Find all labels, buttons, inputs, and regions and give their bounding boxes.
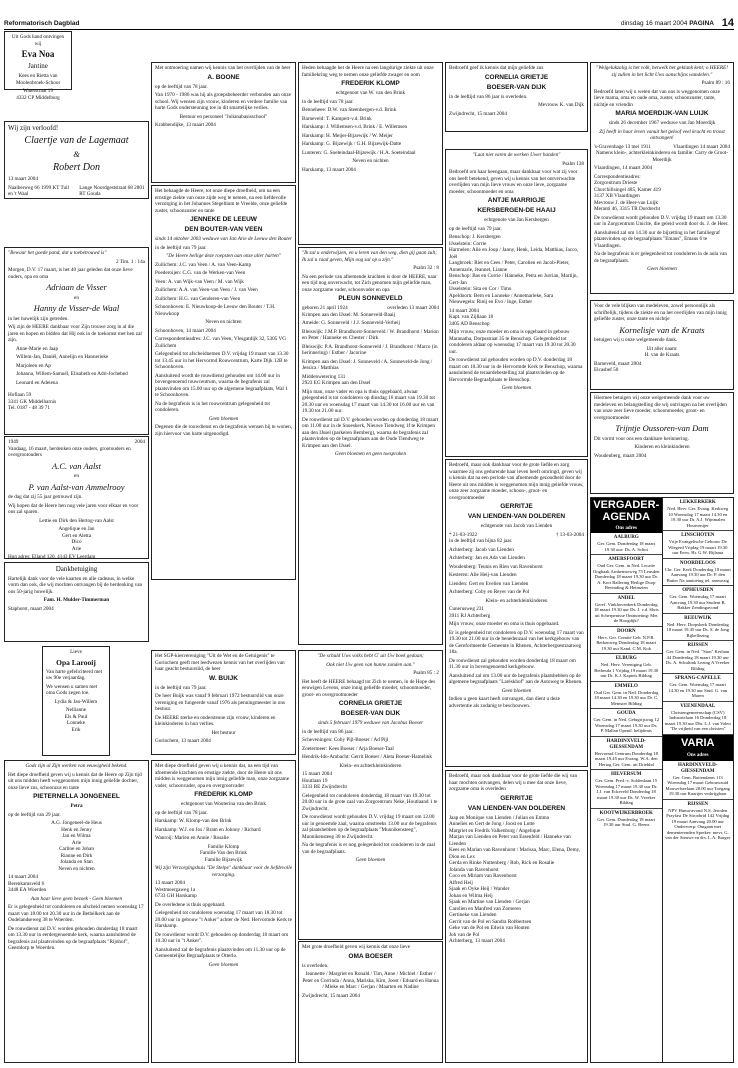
agenda-item: SPRANG-CAPELLE Ger. Gem. Woensdag 17 maart 14.30 en 19.30 uur Stud. G. van Maren (663, 674, 734, 702)
agenda-item: REEUWIJK Ned. Herv. Dorpskerk Donderdag 18 maart 19.45 uur Ds. S. de Jong Bijbellezing (663, 614, 734, 642)
agenda-item: ANDEL Geref. Vinkhovenkerk Donderdag 18 maart 19.30 uur Ds. J. v.d. Sluis uit Scherpenisse Ontmoeting: Met de Hoogdijk? (591, 594, 662, 627)
agenda-item: GOUDA Ger. Gem. in Ned. Gebrgrijswag 12 Woensdag 17 maart 19.30 uur Ds. P. Mallan Opentl. belijdenis (591, 709, 662, 737)
obituary-van-lienden-grandchildren: Bedroefd, maar ook dankbaar voor de grote liefde die wij van haar mochten ontvangen, delen wij u mee dat onze lieve, zorgzame oma is overleden GERRITJE VAN LIENDEN-VAN DOLDEREN Jaap en Monique van Lienden / Julian en Emma Annelies en Gert de Jong / Joost en Lotte Margriet en Fredrik Valkenburg / Angelique Marjan van Lienden en Peter van Essenfeld / Hanneke van Lienden Kees en Marian van Ravenhorst / Marissa, Marc, Elena, Demy, Dion en Lex Gerda en Rinke Nuttenberg / Rob, Rick en Rosalie Jolanda van Ravenhorst Coco en Miriam van Ravenhorst Alfred Heij Sjaak en Oyke Heij / Wander Johan en Wilma Heij Sjaak en Martine van Lienden / Gerjan Carolien en Manfred van Zomeren Gertineke van Lienden Gerrit van de Pol en Sandra Robbertsen Geke van de Pol en Edwin van Houten Joh van de Pol Achterberg, 13 maart 2004 (445, 770, 588, 1063)
agenda-item: RIJSSEN Ger. Gem. in Ned. "Sion" Kerlaan 44 Donderdag 18 maart 19.30 uur Ds. A. Schultink Lezing A Vreeker Bildtag (663, 641, 734, 674)
agenda-item: DOORN Herv. Ger. Comité Geb. N.P.B. Berkenweg Donderdag 18 maart 19.30 uur Kand. C.M. Kok (591, 627, 662, 655)
obituary-frederik-klomp-relatives: Heden behaagde het de Heere na een langdurige ziekte uit onze familiekring weg te nemen onze geliefde zwager en oom FREDERIK KLOMP echtgenoot van W. van den Brink in de leeftijd van 78 jaar. Benneheee: D.W. van Steenbergen-v.d. Brink Barneveld: T. Kampert-v.d. Brink Harskamp: J. Willemsen-v.d. Brink / E. Willemsen Harskamp: H. Meijer-Bijzewijk / W. Meijer Harskamp: G. Bijzewijk / G.H. Bijzewijk-Datte Lunteren: G. Soeteindaal-Bijzewijk / H.A. Soeteindaal Neven en nichten Harskamp, 13 maart 2004 (298, 62, 443, 245)
engagement-announcement: Wij zijn verloofd! Claertje van de Lagemaat & Robert Don 13 maart 2004 Naaiberweg 66 1999 KT Tull en 't Waal Lange Noordgeststraat 68 2801 RT Gouda (4, 121, 149, 199)
page-number: 14 (721, 17, 734, 29)
birth-announcement: Uit Gods hand ontvingen wij Eva Noa Jantine Kees en Rietta van Moolenbroek-Schoor Waterstraat 19 4332 CP Middelburg (4, 31, 72, 90)
anniversary-van-aalst: 1949 2004 Vandaag, 16 maart, herdenken onze ouders, grootouders en overgrootouders A.C. van Aalst en P. van Aalst-van Ammelrooy de dag dat zij 55 jaar getrouwd zijn. Wij hopen dat de Heere hen nog vele jaren voor elkaar en voor ons zal sparen. Lettie en Dirk den Hertog-van Aalst Angelique en Jan Gert en Aletta Dico Arie Hun adres: Elland 120, 4143 EV Leerdam (4, 436, 149, 559)
agenda-item: ELBURG Ned. Herv. Vereniging Geb. Bethesda 1 Vrijdag 19 maart 19.30 uur Dr. K.J. Kapteïs Bildtag (591, 654, 662, 682)
obituary-pleun-sonneveld: "Ik zal u onderwijzen, en u leren van den weg, dien gij gaan zult; Ik zal u raad geven, Mijn oog zal op u zijn." Psalm 32 : 8 Na een periode van afnemende krachten is door de HEERE, naar een tijd nog onverwacht, tot Zich genomen mijn geliefde man, onze zorgzame vader, schoonvader en opa PLEUN SONNEVELD geboren 21 april 1924 overleden 13 maart 2004 Krimpen aan den IJssel: M. Sonneveld-Baaij Ameide: G. Sonneveld / J.J. Sonneveld-Verheij Bleiswijk: J.M.P. Brandhorst-Sonneveld / W. Brandhorst / Marion en Peter / Hanneke en Chester / Dirk Bleiswijk: P.A. Brandhorst-Sonneveld / J. Brandhorst / Marco (in herinnering) / Esther / Jacorine Krimpen aan den IJssel: J. Sonneveld / A. Sonneveld-de Jong / Jessica / Matthias Middenwetering 131 2923 EG Krimpen aan den IJssel Mijn man, onze vader en opa is thuis opgebaard, alwaar gelegenheid is tot condoleren op dinsdag 16 maart van 19.30 tot 20.30 uur en woensdag 17 maart van 14.30 tot 16.00 uur en van 19.30 tot 21.00 uur. De rouwdienst zal D.V. gehouden worden op donderdag 18 maart om 11.00 uur in de Snoeskerk, Nieuwe Tiendweg 1f te Krimpen aan den IJssel (parkeren Bemberg), waarna de begrafenis zal plaatsvinden op de begraafplaats aan de Oude Tiendweg te Krimpen aan den IJssel. Geen bloemen en geen toespraken (298, 247, 443, 645)
issue-date: dinsdag 16 maart 2004 PAGINA (620, 20, 714, 27)
thank-you-van-de-kraats: Voor de vele blijken van medeleven, zowel persoonlijk als schriftelijk, tijdens de ziekte en na het overlijden van mijn innig geliefde zuster, onze tante en nichtje Kornelisje van de Kraats betuigen wij u onze welgemeende dank. Uit aller naam: H. van de Kraats Barneveld, maart 2004 Elcasbef 50 (590, 300, 734, 390)
birthday-opa-larooij: Lieve Opa Larooij Van harte gefeliciteerd met uw 90e verjaardag. We wensen u samen met oma Gods zegen toe. Lydia & Jan-Willem Nellianne Els & Paul Lonneke Erik (42, 646, 110, 756)
agenda-item: HARDINXVELD-GIESSENDAM Hervormd Centrum Donderdag 18 maart 19.45 uur Ewang. W.A. den Hertog Ger. Gem. uit Driebhd (591, 737, 662, 771)
agenda-item: EMMELO Oud Ger. Gem. in Ned. Donderdag 18 maart 14.30 en 19.30 uur Dr. C. Meinster Bildtag (591, 682, 662, 710)
agenda-subtitle: Ons adres (591, 525, 662, 533)
anniversary-de-visser: "Bewaar het goede pand, dat u toebetrouwd is" 2 Tim. 1 : 14a Morgen, D.V. 17 maart, is het 40 jaar geleden dat onze lieve ouders, opa en oma Adriaan de Visser en Hanny de Visser-de Waal in het huwelijk zijn getreden. Wij zijn de HEERE dankbaar voor Zijn trouwe zorg in al die jaren en hopen en bidden dat Hij ook in de toekomst met hen zal zijn. Anne-Marie en Jaap Willem-Jan, Daniël, Annelijn en Hannerieke Marjoleen en Ap Johanna, Willem-Samuël, Elisabeth en Adri-Jochebed Leonard en Adeiena Hoflaan 59 3341 GK Middelharnis Tel. 0187 - 48 39 71 (4, 247, 149, 435)
meeting-agenda (590, 497, 734, 1063)
masthead (4, 17, 734, 30)
agenda-item: HILVERSUM Ger. Gem. Pred.-v. Soldenlaan 15 Woensdag 17 maart 19.30 uur Dr. J.J. van Eckeveld Donderdag 18 maart 19.30 uur Ds. W. Vreeker Bildtag (591, 770, 662, 809)
obituary-frederik-klomp-family: Met diepe droefheid geven wij u kennis dat, na een tijd van afnemende krachten en ernstige ziekte, door de Heere uit ons midden is weggenomen mijn innig geliefde man, onze zorgzame vader, schoonvader, opa en overgrootvader FREDERIK KLOMP echtgenoot van Wouterina van den Brink op de leeftijd van 78 jaar. Harskamp: W. Klomp-van den Brink Harskamp: W.J. en Jos / Bram en Johnny / Richard Wanroij: Marien en Annie / Rosalie Familie Klomp Familie Van den Brink Familie Bijzewijk Wij zijn Verzorgingshuis "De Stelpe" dankbaar voor de liefdevolle verzorging. 13 maart 2004 Westmeergaweg 1a 6733 GH Harskamp De overledene is thuis opgebaard. Gelegenheid tot condoleren woensdag 17 maart van 18.30 tot 20.00 uur in gebouw "t Anker" achter de Ned. Hervormde Kerk te Harskamp. De rouwdienst wordt D.V. gehouden op donderdag 18 maart om 10.30 uur in "t Anker". Aansluitend zal de begrafenis plaatsvinden om 11.30 uur op de Gemeentelijke Begraafplaats te Otterlo. Geen bloemen (151, 760, 296, 1063)
agenda-item: VEENENDAAL Christengemeenschap (CSV) Industrielaan 16 Donderdag 18 maart 19.30 uur Dhr. L.J. van Valen "De vrijheid van een christen" (663, 702, 734, 735)
agenda-item: KOOTWIJKERBROEK Ger. Gem. Donderdag 18 maart 19.30 uur Stud. G. Beens (597, 810, 656, 828)
obituary-kersbergen-de-haaij: "Laat niet varen de werken Uwer handen" Psalm 138 Bedroefd om haar heengaan, maar dankbaar voor wat zij voor ons heeft betekend, geven wij u kennis van het ontverwachte overlijden van mijn lieve vrouw en onze lieve, zorgzame moeder, schoonmoeder en oma ANTJE MARRIGJE KERSBERGEN-DE HAAIJ echtgenote van Jan Kersbergen op de leeftijd van 79 jaar. Benschop: J. Kersbergen IJsselstein: Corrie Harmelen: Alie en Joop / Janny, Henk, Leida, Matthias, Jacco, Joël Langbroek: Riet en Cees / Peter, Carolien en Jacob-Pieter, Annemarie, Jeannet, Lianne Benschop: Bas en Corrie / Hanneke, Petra en Jurrian, Martijn, Gert-Jan IJsselstein: Sita en Cor / Timo Apeldoorn: Bern en Lonneke / Annemarieke, Sara Nieuwegein: Rinij en Evo / Inge, Esther 14 maart 2004 Kapt. van Zijllaan 18 3405 AD Benschop Mijn vrouw, onze moeder en oma is opgebaard in gebouw Maranatha, Dorpsstraat 35 te Benschop. Gelegenheid tot condoleren aldaar op woensdag 17 maart van 19.30 tot 20.30 uur. De rouwdienst zal gehouden worden op D.V. donderdag 18 maart om 10.30 uur in de Hervormde Kerk te Benschop, waarna aansluitend de teraardebestelling zal plaatsvinden op de Hervormde Begraafplaats te Benschop. Geen bloemen (445, 149, 588, 457)
agenda-item: OPHEUSDEN Ger. Gem. Woensdag 17 maart Aanvang 19.30 uur Student B. Bakker Zendingavond (663, 586, 734, 614)
thank-you-oussoren: Hiermee betuigen wij onze welgemeende dank voor uw medeleven en belangstelling die wij ontvingen na het overlijden van onze zeer lieve moeder, schoonmoeder, groot- en overgrootmoeder Trijntje Oussoren-van Dam Dit vormt voor ons een dankbare herinnering. Kinderen en kleinkinderen Woudenberg, maart 2004 (590, 392, 734, 494)
agenda-item: LINSCHOTEN Vrije Evangelische Gebouw De Wiegerd Vrijdag 19 maart 19.30 uur Eerw. Hr. G.W. Bijlsma (663, 531, 734, 559)
obituary-oma-boeser: Met grote droefheid geven wij kennis dat onze lieve OMA BOESER is overleden. Jeannette / Margriet en Ronald / Tim, Anne / Michiel / Esther / Peter en Corrinda / Anna, Mariska, Kim, Joost / Eduard en Hanna / Mieke en Marc / Gerjan / Maarten en Nadine Zwijndrecht, 15 maart 2004 (298, 941, 443, 1063)
agenda-item: LEKKERKERK Ned. Herv. Ger. Evang. Kerkweg 10 Woensdag 17 maart 14.30 en 19.30 uur Dr. A.J. Wijnmalen Houtvenijer (663, 498, 734, 531)
obituary-de-leeuw-den-bouter: Het behaagde de Heere, tot onze diepe droefheid, om na een ernstige ziekte van onze zijde weg te nemen, na een liefdevolle verzorging in het Johannes Stegeltium te Vreelde, onze geliefde zuster, schoonzuster en tante JENNEKE DE LEEUW DEN BOUTER-VAN VEEN sinds 14 oktober 2003 weduwe van Jan Arie de Leeuw den Bouter in de leeftijd van 79 jaar. "De Heere heilige deze roepsten aan onze aller harten" Zuilichem: J.C. van Veen / A. van Veen-Kamp Poederoijen: C.G. van de Werken-van Veen Veen: A. van Wijk-van Veen / M. van Wijk Zuilichem: A.A. van Veen-van Veen / J. van Veen Zuilichem: H.G. van Genderen-van Veen Schoonhoven: E. Nieuwkoop-de Leeuw den Bouter / T.H. Nieuwkoop Neven en nichten Schoonhoven, 14 maart 2004 Correspondentieadres: J.C. van Veen, Vlesgatdijk 32, 5305 VG Zuilichem Gelegenheid tot afscheidnemen D.V. vrijdag 19 maart van 13.30 tot 13.45 uur in het Hervormd Rouwcentrum, Karte Dijk 12B te Schoonhoven. Aansluitend wordt de rouwdienst gehouden om 14.00 uur in bovengenoemd rouwcentrum, waarna de begrafenis zal plaatsvinden om 15.00 uur op de algemene begraafplaats, Wal 1 te Schoonhoven. Na de begrafenis is in het rouwcentrum gelegenheid tot condoleren. Geen bloemen Degenen die de rouwdienst en de begrafenis wensen bij te wonen, zijn hiervoor van harte uitgenodigd. (151, 185, 296, 580)
obituary-jongeneel: Gods zijn al Zijn werken van eeuwigheid bekend. Het diepe droefheid geven wij u kennis dat de Heere op Zijn tijd uit ons midden heeft weggenomen mijn innig geliefde dochter, onze lieve zus, schoonzus en tante PIETERNELLA JONGENEEL Petra op de leeftijd van 29 jaar. A.G. Jongeneel-de Heus Henk en Jenny Jan en Wilma Arie Carline en Johan Rianne en Dirk Jolanda en Stan Neven en nichten 14 maart 2004 Berenkamsveld 6 3448 EA Woerden Aan haar lieve geen bezoek - Geen bloemen Er is gelegenheid tot condoleren en afscheid nemen woensdag 17 maart van 18.00 tot 20.30 uur in de Bethélkerk aan de Oudelandseweg 38 te Woerden. De rouwdienst zal D.V. worden gehouden donderdag 18 maart om 13.30 uur in eerdergenoemde kerk, waarna aansluitend de begrafenis zal plaatsvinden op de begraafplaats "Rijnhof", Geestdorp te Woerden. (4, 760, 149, 1063)
obituary-boeser-sister: Bedroefd geef ik kennis dat mijn geliefde zus CORNELIA GRIETJE BOESER-VAN DIJK in de leeftijd van 86 jaar is overleden. Mevrouw K. van Dijk Zwijndrecht, 15 maart 2004 (445, 62, 588, 132)
agenda-item: AALBURG Ger. Gem. Donderdag 18 maart 19.30 uur: Ds. A. Schot (591, 533, 662, 555)
varia-subtitle: Ons adres (663, 752, 734, 760)
thank-you-mulder: Dankbetuiging Hartelijk dank voor de vele kaarten en alle cadeaus, in welke vorm dan ook, die wij mochten ontvangen bij de herdenking van ons 50-jarig huwelijk. Fam. H. Mulder-Timmerman Staphorst, maart 2004 (4, 562, 149, 642)
obituary-boeser-van-dijk: "De schuld Uws volks hebt G' uit Uw boek gedaan; Ook niet Uw geen van hunne zonden aan." Psalm 85 : 2 Het heeft de HEERE behaagd tot Zich te nemen, in de Hope des eeuwigen Levens, onze innig geliefde moeder, schoonmoeder, groot- en overgrootmoeder CORNELIA GRIETJE BOESER-VAN DIJK sinds 5 februari 1979 weduwe van Jacobus Boeser in de leeftijd van 86 jaar. Scheveningen: Coby Pijl-Boeser / Ad Pijl Zoetermeer: Kees Boeser / Arja Boeser-Taal Hendrik-Ido-Ambacht: Gerrit Boeser / Aleta Boeser-Hamelink Klein- en achterkleinkinderen 15 maart 2004 Houtlaan 19 3333 BE Zwijndrecht Gelegenheid tot condoleren donderdag 18 maart van 19.30 tot 20.00 uur in de grote zaal van Zorgcentrum Neke, Houtlaand 1 te Zwijndrecht. De rouwdienst wordt gehouden D.V. vrijdag 19 maart om 12.00 uur in genoemde zaal, waarna omstreeks 13.00 uur de begrafenis zal plaatshebben op de begraafplaats "Munnikensteeg", Munnikensteeg 30 te Zwijndrecht. Na de begrafenis is er nog gelegenheid tot condoleren in de zaal van de begraafplaats. Geen bloemen (298, 650, 443, 940)
sgp-announcement-buijk: Het SGP-kiesvereniging "Uit de Wet en de Getuigenis" te Gorinchem geeft met leedwezen kennis van het overlijden van haar geacht bestuurslid, de heer W. BUIJK in de leeftijd van 79 jaar. De heer Buijk was vanaf 9 februari 1972 bestuurslid van onze vereniging en fungeerde vanaf 1976 als penningmeester in ons bestuur. De HEERE sterke en ondersteune zijn vrouw, kinderen en kleinkinderen in hun verlies. Het bestuur Gorinchem, 13 maart 2004 (151, 650, 296, 755)
obituary-boone-school: Met ontmoering namen wij kennis van het overlijden van de heer A. BOONE op de leeftijd van 78 jaar. Van 1970 - 1986 was hij als groepsbeheerder verbonden aan onze school. Wij wensen zijn vrouw, kinderen en verdere familie van harte Gods ondersteuning toe in dit smartelijke verlies. Bestuur en personeel "Julianabasisschool" Krabbendijke, 13 maart 2004 (151, 62, 296, 183)
newspaper-name: Reformatorisch Dagblad (4, 20, 80, 27)
varia-item: RIJSSEN NPV Huma-avond N.S. Jeroden Prayfast De Stroobrid 142 Vrijdag 19 maart Aanvang 20.00 uur Onderwerp: Omgaan met dementerenden Spreker: mevr. G. van der Steuwe en drs. L.A. Burger (665, 801, 731, 840)
obituary-moerdijk-van-luijk: "Welgelukzalig is het volk, hetwelk het geklank kent; o HEERE! zij zullen in het licht Uws aanschijns wandelen." Psalm 89 : 16 Bedroefd laten wij u weten dat van ons is weggenomen onze lieve mama, oma en oude oma, zuster, schoonzuster, tante, nichtje en vriendin MARIA MOERDIJK-VAN LUIJK sinds 26 december 1967 weduwe van Jan Moerdijk Zij heeft in haar leven vanuit het geloof veel kracht en troost ontvangen! 's-Gravenhage 13 mei 1911 Vlaardingen 14 maart 2004 Namens klein-, achterkleinkinderen en familie: Carry de Groot-Moerdijk Vlaardingen, 14 maart 2004 Correspondentieadres: Zorgcentrum Drieste Churchillsingel 485, Kamer 419 3137 XB Vlaardingen Mevrouw J. de Heer-van Luijk Meranti 46, 3315 TR Dordrecht De rouwdienst wordt gehouden D.V. vrijdag 19 maart om 13.30 uur in Zorgcentrum Unicite, die geleid wordt door ds. J. de Heer. Aansluitend zal om 14.30 uur de bijzetting in het familiegraf plaatsvinden op de begraafplaats "Emaus", Emaus 6 te Vlaardingen. Na de begrafenis is er gelegenheid tot condoleren in de aula van de begraafplaats. Geen bloemen (590, 62, 734, 294)
agenda-item: NOORDELOOS Chr. Ger. Kerk Donderdag 18 maart Aanvang 19.30 uur Dr. P. den Butter Na aantoeing tel. aanwezig (663, 559, 734, 587)
varia-title: VARIA (663, 735, 734, 753)
agenda-title: VERGADER-AGENDA (591, 498, 662, 525)
agenda-item: AMERSFOORT Oud Ger. Gem. in Ned. Locatie Oogbaak Arnhemseweg 75 Leusden Donderdag 18 maart 19.30 uur Dr. A. Kort Ballering Heilige Doop Bevinding & Heimzien (591, 555, 662, 594)
obituary-van-lienden-family: Bedroefd, maar ook dankbaar voor de grote liefde en zorg waarmee zij ons gedurende haar leven heeft omringd, geven wij u kennis dat na een periode van afnemende gezondheid door de Heere uit ons midden is weggenomen mijn innig geliefde vrouw, onze zeer zorgzame moeder, schoon-, groot- en overgrootmoeder GERRITJE VAN LIENDEN-VAN DOLDEREN echtgenote van Jacob van Lienden * 21-03-1922 † 13-03-2004 in de leeftijd van bijna 82 jaar. Achterberg: Jacob van Lienden Achterberg: Jan en Ada van Lienden Woudenberg: Teunis en Rien van Ravenhorst Kesteren: Alie Heij-van Lienden Lienden: Gert en Evelien van Lienden Achterberg: Coby en Reyer van de Pol Klein- en achterkleinkinderen Cunerusweg 231 3911 RJ Achterberg Mijn vrouw, onze moeder en oma is thuis opgebaard. Er is gelegenheid tot condoleren op D.V. woensdag 17 maart van 19.30 tot 21.00 uur in de benedenzaal van het kerkgebouw van de Gereformeerde Gemeente in Rhenen, Achterbergsestraatweg 18a. De rouwdienst zal gehouden worden donderdag 18 maart om 11.30 uur in bovengenoemd kerkgebouw. Aansluitend zal om 13.00 uur de begrafenis plaatshebben op de algemene begraafplaats "Laréskhof" aan de Autoweg te Rhenen. Geen bloemen Indien u geen kaart heeft ontvangen, dan dient u deze advertentie als zodanig te beschouwen. (445, 459, 588, 767)
varia-item: HARDINXVELD-GIESSENDAM Ger. Gem. Buitendams 113 Woensdag 17 maart Gebouwzuid Mouwelseelaan 20.00 uur Toegang 19.30 uur Kaartjes verkrijgbaar (663, 761, 734, 800)
